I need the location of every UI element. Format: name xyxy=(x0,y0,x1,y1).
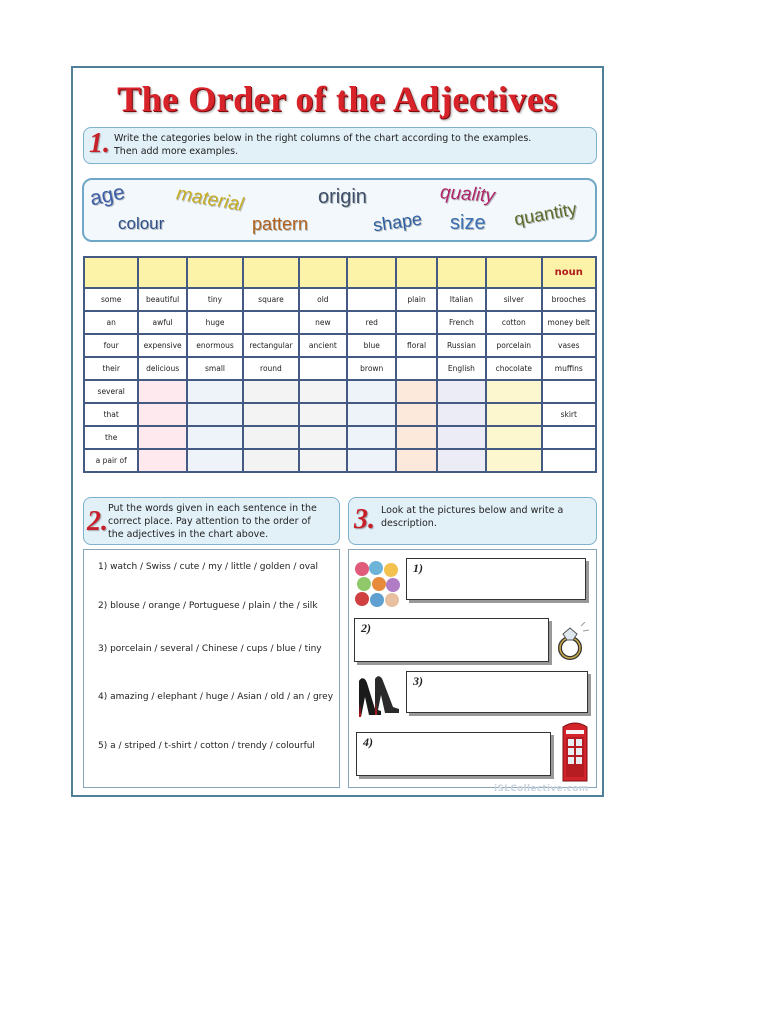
adjective-cell[interactable] xyxy=(138,403,186,426)
category-quantity: quantity xyxy=(512,198,579,230)
adjective-cell: red xyxy=(347,311,396,334)
adjective-cell: cotton xyxy=(486,311,541,334)
button-shape xyxy=(370,593,384,607)
adjective-cell: tiny xyxy=(187,288,243,311)
button-shape xyxy=(355,592,369,606)
header-noun: noun xyxy=(542,257,596,288)
adjective-cell: porcelain xyxy=(486,334,541,357)
button-shape xyxy=(384,563,398,577)
noun-cell: money belt xyxy=(542,311,596,334)
section2-instruction xyxy=(108,502,317,541)
table-row xyxy=(84,380,596,403)
button-shape xyxy=(355,562,369,576)
section3-instruction-line1: Look at the pictures below and write a xyxy=(381,505,564,516)
adjective-cell: round xyxy=(243,357,298,380)
adjective-cell[interactable] xyxy=(299,426,347,449)
adjective-cell: enormous xyxy=(187,334,243,357)
adjective-cell: chocolate xyxy=(486,357,541,380)
determiner-cell: four xyxy=(84,334,138,357)
adjective-cell[interactable] xyxy=(243,380,298,403)
header-cell[interactable] xyxy=(187,257,243,288)
header-cell[interactable] xyxy=(347,257,396,288)
buttons-image xyxy=(353,560,403,610)
noun-cell: skirt xyxy=(542,403,596,426)
table-row xyxy=(84,288,596,311)
adjective-cell: expensive xyxy=(138,334,186,357)
adjective-cell[interactable] xyxy=(437,449,486,472)
noun-cell[interactable] xyxy=(542,426,596,449)
adjective-cell[interactable] xyxy=(486,380,541,403)
adjective-cell: square xyxy=(243,288,298,311)
adjective-cell[interactable] xyxy=(299,403,347,426)
adjective-cell[interactable] xyxy=(187,403,243,426)
header-cell[interactable] xyxy=(486,257,541,288)
high-heels-image xyxy=(355,673,403,721)
answer-label-1: 1) xyxy=(413,561,423,575)
adjective-cell: brown xyxy=(347,357,396,380)
button-shape xyxy=(372,577,386,591)
section2-instruction-line2: correct place. Pay attention to the order of xyxy=(108,516,311,527)
category-size: size xyxy=(450,212,486,234)
adjective-cell: Russian xyxy=(437,334,486,357)
noun-cell: muffins xyxy=(542,357,596,380)
table-row xyxy=(84,311,596,334)
section1-instruction-line1: Write the categories below in the right columns of the chart according to the examples. xyxy=(114,133,532,144)
adjective-cell[interactable] xyxy=(486,426,541,449)
adjective-cell[interactable] xyxy=(243,311,298,334)
phone-booth-image xyxy=(559,719,591,783)
header-cell[interactable] xyxy=(437,257,486,288)
section3-instruction-line2: description. xyxy=(381,518,437,529)
adjective-cell[interactable] xyxy=(243,426,298,449)
adjective-cell[interactable] xyxy=(347,403,396,426)
section1-instruction xyxy=(114,132,531,158)
category-pattern: pattern xyxy=(252,214,309,234)
determiner-cell: a pair of xyxy=(84,449,138,472)
adjective-cell[interactable] xyxy=(187,449,243,472)
adjective-cell: huge xyxy=(187,311,243,334)
section1-instruction-line2: Then add more examples. xyxy=(114,146,239,157)
adjective-cell[interactable] xyxy=(437,403,486,426)
adjective-cell[interactable] xyxy=(299,357,347,380)
answer-label-3: 3) xyxy=(413,674,423,688)
adjective-cell[interactable] xyxy=(437,426,486,449)
adjective-cell: French xyxy=(437,311,486,334)
header-cell[interactable] xyxy=(138,257,186,288)
determiner-cell: the xyxy=(84,426,138,449)
adjective-cell: English xyxy=(437,357,486,380)
adjective-cell[interactable] xyxy=(299,449,347,472)
table-row xyxy=(84,449,596,472)
adjective-cell[interactable] xyxy=(486,403,541,426)
adjective-cell[interactable] xyxy=(437,380,486,403)
adjective-cell[interactable] xyxy=(396,426,436,449)
section3-number: 3. xyxy=(354,504,375,535)
button-shape xyxy=(357,577,371,591)
button-shape xyxy=(385,593,399,607)
adjective-cell[interactable] xyxy=(396,311,436,334)
exercise-item-5: 5) a / striped / t-shirt / cotton / trendy / colourful xyxy=(98,741,315,751)
adjective-cell[interactable] xyxy=(299,380,347,403)
section2-exercise-box xyxy=(83,549,340,788)
header-cell[interactable] xyxy=(243,257,298,288)
table-row xyxy=(84,357,596,380)
determiner-cell: some xyxy=(84,288,138,311)
worksheet xyxy=(71,66,604,797)
answer-box-4[interactable] xyxy=(356,732,551,776)
header-cell[interactable] xyxy=(299,257,347,288)
adjective-cell: plain xyxy=(396,288,436,311)
determiner-cell: their xyxy=(84,357,138,380)
determiner-cell: that xyxy=(84,403,138,426)
adjective-cell[interactable] xyxy=(347,380,396,403)
adjective-cell[interactable] xyxy=(396,403,436,426)
section2-instruction-line1: Put the words given in each sentence in the xyxy=(108,503,317,514)
adjective-cell: new xyxy=(299,311,347,334)
adjective-cell: silver xyxy=(486,288,541,311)
noun-cell[interactable] xyxy=(542,449,596,472)
exercise-item-4: 4) amazing / elephant / huge / Asian / old / an / grey xyxy=(98,692,334,702)
section3-instruction-panel xyxy=(348,497,597,545)
adjective-cell[interactable] xyxy=(138,380,186,403)
answer-label-4: 4) xyxy=(363,735,373,749)
adjective-cell[interactable] xyxy=(486,449,541,472)
category-colour: colour xyxy=(118,214,165,233)
adjective-cell: awful xyxy=(138,311,186,334)
answer-box-1[interactable] xyxy=(406,558,586,600)
adjective-cell[interactable] xyxy=(138,426,186,449)
answer-box-3[interactable] xyxy=(406,671,588,713)
ring-image xyxy=(555,622,591,662)
adjective-cell: rectangular xyxy=(243,334,298,357)
adjective-cell[interactable] xyxy=(347,426,396,449)
determiner-cell: an xyxy=(84,311,138,334)
chart-header-row xyxy=(84,257,596,288)
determiner-cell: several xyxy=(84,380,138,403)
adjective-cell[interactable] xyxy=(396,357,436,380)
exercise-item-3: 3) porcelain / several / Chinese / cups / blue / tiny xyxy=(98,644,322,654)
section1-number: 1. xyxy=(89,128,110,159)
section1-instruction-panel xyxy=(83,127,597,164)
adjective-cell: Italian xyxy=(437,288,486,311)
section3-picture-box xyxy=(348,549,597,788)
category-shape: shape xyxy=(371,208,424,236)
answer-box-2[interactable] xyxy=(354,618,549,662)
adjective-cell[interactable] xyxy=(396,380,436,403)
section2-number: 2. xyxy=(87,506,108,537)
exercise-item-2: 2) blouse / orange / Portuguese / plain / the / silk xyxy=(98,601,318,611)
answer-label-2: 2) xyxy=(361,621,371,635)
adjective-cell[interactable] xyxy=(187,426,243,449)
adjective-cell: old xyxy=(299,288,347,311)
adjective-order-chart xyxy=(83,256,597,473)
table-row xyxy=(84,426,596,449)
adjective-cell[interactable] xyxy=(138,449,186,472)
adjective-cell: small xyxy=(187,357,243,380)
section2-instruction-panel xyxy=(83,497,340,545)
categories-box xyxy=(82,178,597,242)
category-material: material xyxy=(174,183,245,216)
category-origin: origin xyxy=(318,186,367,208)
category-quality: quality xyxy=(439,182,496,207)
watermark: iSLCollective.com xyxy=(494,784,589,794)
adjective-cell[interactable] xyxy=(243,449,298,472)
adjective-cell: ancient xyxy=(299,334,347,357)
adjective-cell: delicious xyxy=(138,357,186,380)
button-shape xyxy=(369,561,383,575)
adjective-cell: floral xyxy=(396,334,436,357)
adjective-cell[interactable] xyxy=(396,449,436,472)
adjective-cell[interactable] xyxy=(187,380,243,403)
table-row xyxy=(84,403,596,426)
category-age: age xyxy=(87,180,127,211)
adjective-cell[interactable] xyxy=(347,288,396,311)
button-shape xyxy=(386,578,400,592)
adjective-cell: beautiful xyxy=(138,288,186,311)
exercise-item-1: 1) watch / Swiss / cute / my / little / golden / oval xyxy=(98,562,319,572)
header-cell[interactable] xyxy=(84,257,138,288)
adjective-cell[interactable] xyxy=(347,449,396,472)
section3-instruction xyxy=(381,504,563,530)
section2-instruction-line3: the adjectives in the chart above. xyxy=(108,529,269,540)
page-title: The Order of the Adjectives xyxy=(117,79,558,119)
noun-cell: vases xyxy=(542,334,596,357)
adjective-cell: blue xyxy=(347,334,396,357)
adjective-cell[interactable] xyxy=(243,403,298,426)
noun-cell: brooches xyxy=(542,288,596,311)
table-row xyxy=(84,334,596,357)
header-cell[interactable] xyxy=(396,257,436,288)
noun-cell[interactable] xyxy=(542,380,596,403)
